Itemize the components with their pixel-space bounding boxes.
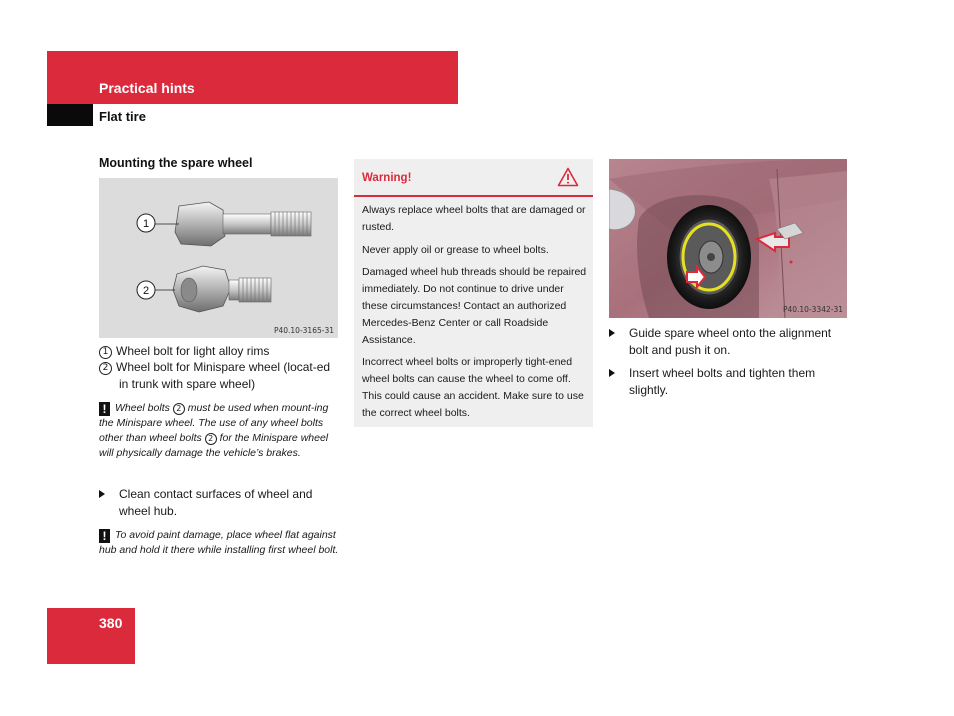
figure-code: P40.10-3165-31 [273, 326, 334, 335]
exclamation-icon: ! [99, 529, 110, 543]
warning-paragraph: Never apply oil or grease to wheel bolts. [362, 244, 549, 256]
bullet-arrow-icon [609, 329, 615, 337]
warning-triangle-icon [557, 167, 579, 187]
legend-number: 1 [99, 346, 112, 359]
legend-text: Wheel bolt for light alloy rims [116, 344, 270, 358]
callout-1: 1 [142, 218, 150, 230]
warning-label: Warning! [362, 172, 412, 184]
legend-item [99, 343, 339, 360]
legend-text: Wheel bolt for Minispare wheel (locat-ed in trunk with spare wheel) [116, 360, 331, 391]
section-title: Practical hints [99, 80, 195, 96]
note-wheel-bolts: ! Wheel bolts 2 must be used when mount-ing the Minispare wheel. The use of any wheel bolts other than wheel bolts 2 for the Minispare wheel will physically damage the vehicle’s brakes. [99, 402, 329, 459]
wheel-bolts-illustration [99, 178, 338, 338]
sub-title: Flat tire [99, 109, 146, 124]
step-clean-surfaces: Clean contact surfaces of wheel and wheel hub. [99, 486, 334, 519]
header-tab-marker [47, 104, 93, 126]
wheel-bolt-light-alloy [155, 202, 311, 246]
header-band [47, 51, 458, 104]
page-number: 380 [99, 615, 123, 631]
spare-wheel-mounting-figure [609, 159, 847, 318]
wheel-bolt-minispare [155, 266, 271, 312]
warning-paragraph: Damaged wheel hub threads should be repaired immediately. Do not continue to drive under these circumstances! Contact an authorized Mercedes-Benz Center or call Roadside Assistance. [362, 266, 587, 346]
step-guide-spare-wheel: Guide spare wheel onto the alignment bolt and push it on. [609, 325, 849, 358]
exclamation-icon: ! [99, 402, 110, 416]
bullet-arrow-icon [99, 490, 105, 498]
legend-number: 2 [99, 362, 112, 375]
car-wheel-illustration [609, 159, 847, 318]
warning-paragraph: Always replace wheel bolts that are damaged or rusted. [362, 204, 586, 233]
spare-wheel-heading: Mounting the spare wheel [99, 156, 253, 170]
page-number-tab [47, 608, 135, 664]
legend-item [99, 359, 341, 392]
bullet-arrow-icon [609, 369, 615, 377]
figure-code: P40.10-3342-31 [782, 305, 843, 314]
warning-paragraph: Incorrect wheel bolts or improperly tight-ened wheel bolts can cause the wheel to come off. This could cause an accident. Make sure to use the correct wheel bolts. [362, 356, 584, 419]
wheel-bolts-figure [99, 178, 338, 338]
note-paint-damage: ! To avoid paint damage, place wheel flat against hub and hold it there while installing first wheel bolt. [99, 529, 339, 556]
step-insert-bolts: Insert wheel bolts and tighten them slightly. [609, 365, 849, 398]
callout-2: 2 [142, 285, 150, 297]
